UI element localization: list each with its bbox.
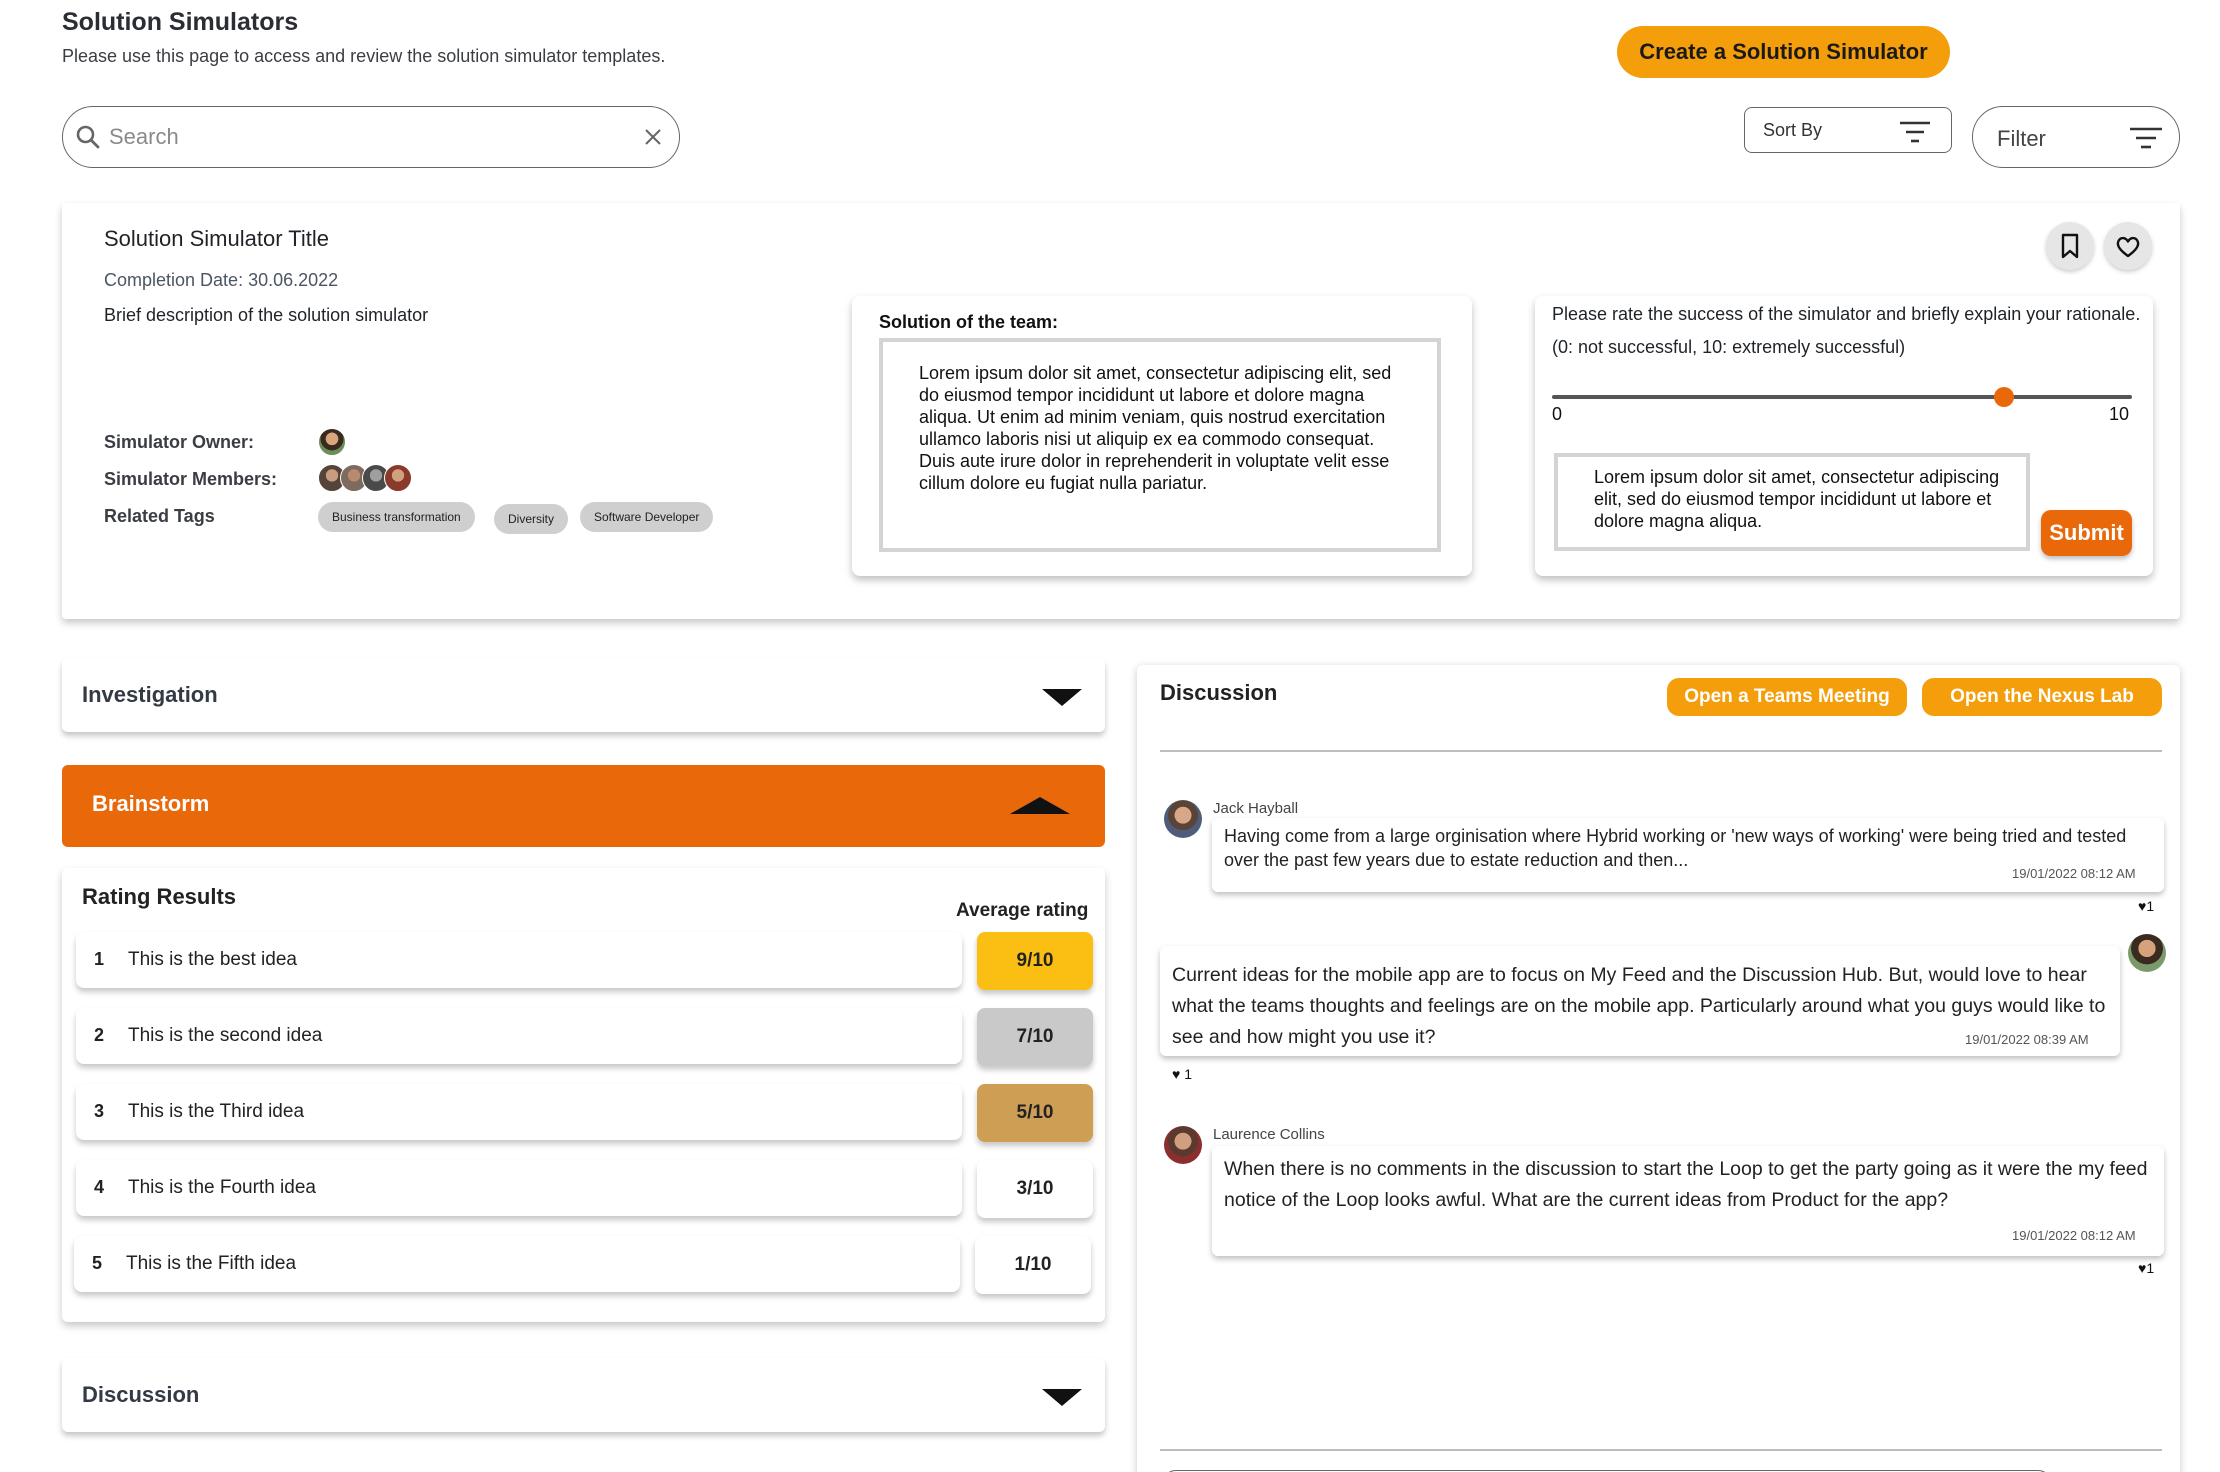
idea-row[interactable] <box>76 1084 962 1140</box>
like-count[interactable] <box>1172 1066 1192 1082</box>
search-input[interactable] <box>109 119 609 155</box>
comment-author: Jack Hayball <box>1213 800 1299 817</box>
comment-timestamp: 19/01/2022 08:12 AM <box>2012 866 2136 881</box>
page-subtitle: Please use this page to access and review the solution simulator templates. <box>62 46 666 66</box>
submit-button[interactable]: Submit <box>2041 510 2132 556</box>
slider-max-label: 10 <box>2109 404 2130 424</box>
chevron-down-icon <box>1041 686 1083 708</box>
comment-timestamp: 19/01/2022 08:12 AM <box>2012 1228 2136 1243</box>
brainstorm-label: Brainstorm <box>92 791 210 816</box>
chevron-up-icon <box>1009 795 1071 817</box>
idea-text: This is the Third idea <box>128 1101 305 1122</box>
idea-score: 5/10 <box>977 1084 1093 1142</box>
filter-icon <box>2129 126 2163 150</box>
comment-author: Laurence Collins <box>1213 1126 1325 1143</box>
discussion-accordion[interactable] <box>62 1358 1105 1432</box>
sort-by-dropdown[interactable] <box>1744 107 1952 153</box>
tag-business-transformation[interactable]: Business transformation <box>318 502 475 532</box>
comment-text: Having come from a large orginisation where Hybrid working or 'new ways of working' were being tried and tested over the past few years due to estate reduction and then... <box>1224 826 2127 870</box>
idea-row[interactable] <box>76 1008 962 1064</box>
idea-text: This is the Fourth idea <box>128 1177 316 1198</box>
solution-text: Lorem ipsum dolor sit amet, consectetur adipiscing elit, sed do eiusmod tempor incididunt ut labore et dolore magna aliqua. Ut enim ad minim veniam, quis nostrud exercitation ullamco laboris nisi ut aliquip ex ea commodo consequat. Duis aute irure dolor in reprehenderit in voluptate velit esse cillum dolore eu fugiat nulla pariatur. <box>919 363 1392 493</box>
open-nexus-lab-button[interactable]: Open the Nexus Lab <box>1922 678 2162 716</box>
heart-icon <box>2104 222 2152 270</box>
bookmark-icon <box>2046 222 2094 270</box>
filter-label: Filter <box>1997 126 2046 151</box>
discussion-panel <box>1137 665 2180 1472</box>
solution-label: Solution of the team: <box>879 312 1058 332</box>
rating-comment: Lorem ipsum dolor sit amet, consectetur adipiscing elit, sed do eiusmod tempor incididunt ut labore et dolore magna aliqua. <box>1594 467 2000 531</box>
bookmark-button[interactable] <box>2046 222 2094 270</box>
idea-rank: 1 <box>94 949 105 969</box>
idea-score: 9/10 <box>977 932 1093 990</box>
rate-prompt: Please rate the success of the simulator and briefly explain your rationale. (0: not successful, 10: extremely successful) <box>1552 304 2141 357</box>
average-rating-label: Average rating <box>956 900 1089 921</box>
investigation-label: Investigation <box>82 682 218 707</box>
idea-text: This is the best idea <box>128 949 297 970</box>
members-label: Simulator Members: <box>104 469 278 489</box>
idea-rank: 2 <box>94 1025 105 1045</box>
avatar[interactable] <box>1164 800 1202 838</box>
close-icon[interactable] <box>643 127 663 147</box>
avatar[interactable] <box>1164 1126 1202 1164</box>
like-number: 1 <box>1184 1066 1192 1082</box>
divider <box>1160 750 2162 752</box>
filter-button[interactable] <box>1972 106 2180 168</box>
idea-text: This is the second idea <box>128 1025 323 1046</box>
owner-avatar[interactable] <box>318 428 346 461</box>
avatar[interactable] <box>2128 934 2166 972</box>
brainstorm-accordion[interactable] <box>62 765 1105 847</box>
idea-row[interactable] <box>76 1160 962 1216</box>
member-avatars[interactable] <box>318 464 412 492</box>
comment-text: Current ideas for the mobile app are to focus on My Feed and the Discussion Hub. But, would love to hear what the teams thoughts and feelings are on the mobile app. Particularly around what you guys would like to see and how might you use it? <box>1172 964 2106 1048</box>
idea-rank: 5 <box>92 1253 103 1273</box>
chevron-down-icon <box>1041 1386 1083 1408</box>
discussion-accordion-label: Discussion <box>82 1382 200 1407</box>
like-count[interactable] <box>2138 1260 2154 1276</box>
heart-icon[interactable]: ♥ <box>2138 898 2147 914</box>
idea-row[interactable] <box>74 1236 960 1292</box>
search-icon <box>75 124 101 150</box>
comment-timestamp: 19/01/2022 08:39 AM <box>1965 1032 2089 1047</box>
idea-text: This is the Fifth idea <box>126 1253 297 1274</box>
discussion-title: Discussion <box>1160 680 1278 705</box>
rating-results-title: Rating Results <box>82 884 237 909</box>
rating-slider[interactable] <box>1552 395 2132 399</box>
idea-score: 1/10 <box>975 1236 1091 1294</box>
avatar[interactable] <box>384 464 412 492</box>
create-simulator-button[interactable]: Create a Solution Simulator <box>1617 26 1950 78</box>
simulator-title: Solution Simulator Title <box>104 226 329 251</box>
like-number: 1 <box>2146 898 2155 914</box>
idea-score: 7/10 <box>977 1008 1093 1066</box>
owner-label: Simulator Owner: <box>104 432 255 452</box>
tag-software-developer[interactable]: Software Developer <box>580 502 713 532</box>
sort-icon <box>1899 120 1931 144</box>
idea-rank: 4 <box>94 1177 105 1197</box>
page-title: Solution Simulators <box>62 8 299 36</box>
idea-rank: 3 <box>94 1101 105 1121</box>
sort-by-label: Sort By <box>1763 120 1823 140</box>
search-bar <box>62 106 680 168</box>
heart-icon[interactable]: ♥ <box>1172 1066 1181 1082</box>
investigation-accordion[interactable] <box>62 658 1105 732</box>
heart-icon[interactable]: ♥ <box>2138 1260 2147 1276</box>
like-number: 1 <box>2146 1260 2155 1276</box>
open-teams-meeting-button[interactable]: Open a Teams Meeting <box>1667 678 1907 716</box>
divider <box>1160 1449 2162 1451</box>
idea-score: 3/10 <box>977 1160 1093 1218</box>
comment-text: When there is no comments in the discussion to start the Loop to get the party going as it were the my feed notice of the Loop looks awful. What are the current ideas from Product for the app? <box>1224 1158 2148 1211</box>
slider-min-label: 0 <box>1552 404 1563 424</box>
simulator-description: Brief description of the solution simulator <box>104 305 429 325</box>
favorite-button[interactable] <box>2104 222 2152 270</box>
like-count[interactable] <box>2138 898 2154 914</box>
tag-diversity[interactable]: Diversity <box>494 504 568 534</box>
tags-label: Related Tags <box>104 506 215 526</box>
idea-row[interactable] <box>76 932 962 988</box>
completion-date: Completion Date: 30.06.2022 <box>104 270 339 290</box>
